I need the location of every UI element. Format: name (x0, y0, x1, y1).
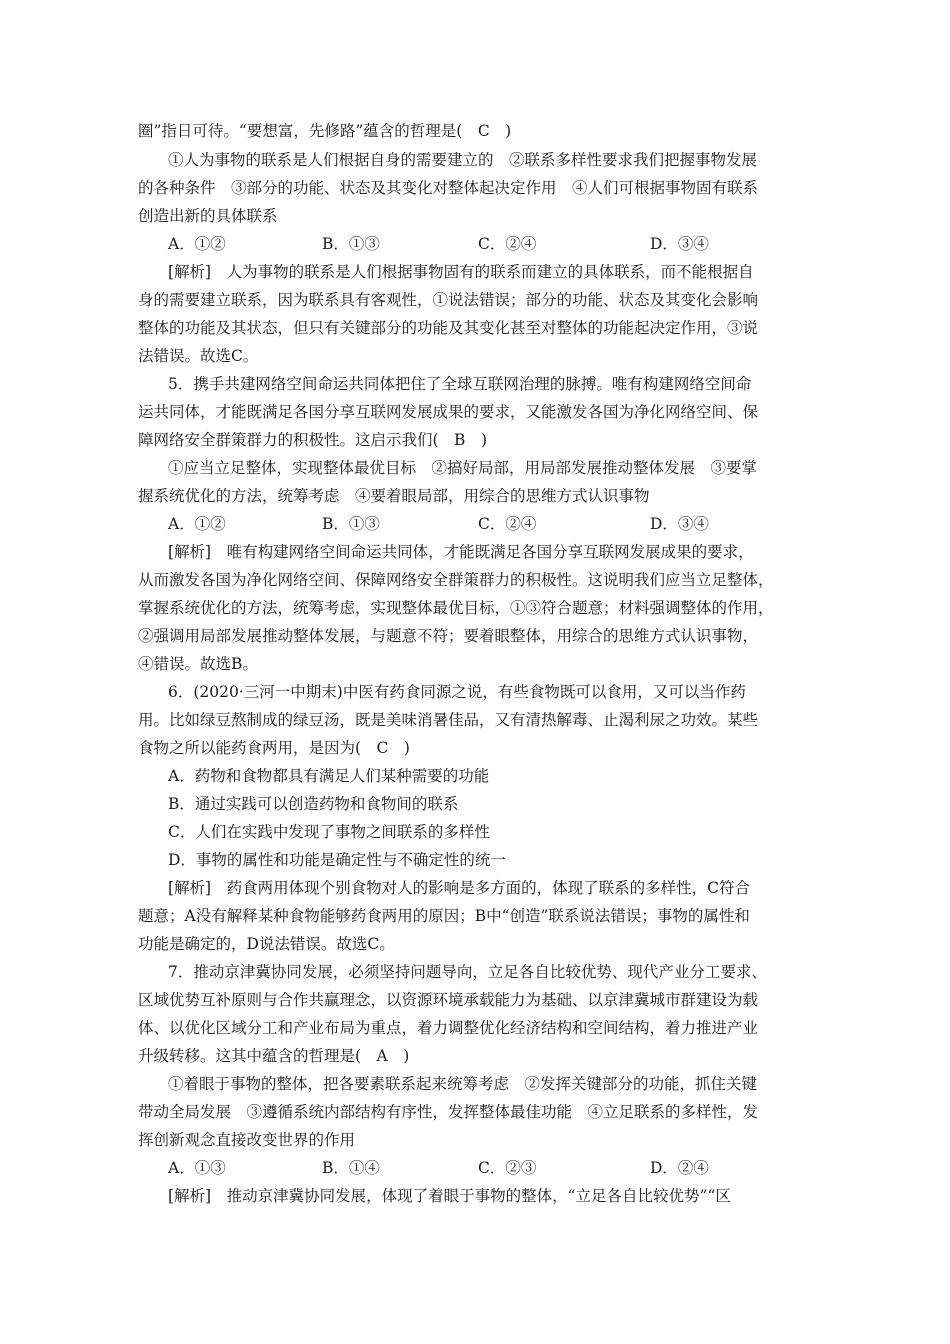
option-a: A．①② (168, 515, 226, 533)
text-line: 题意；A没有解释某种食物能够药食两用的原因；B中“创造”联系说法错误；事物的属性和 (138, 907, 750, 925)
option-d: D．②④ (650, 1159, 709, 1177)
text-line: 掌握系统优化的方法，统筹考虑，实现整体最优目标，①③符合题意；材料强调整体的作用， (138, 599, 774, 617)
option-a: A．①② (168, 235, 226, 253)
text-line: 带动全局发展 ③遵循系统内部结构有序性，发挥整体最佳功能 ④立足联系的多样性，发 (138, 1103, 759, 1121)
text-line: 的各种条件 ③部分的功能、状态及其变化对整体起决定作用 ④人们可根据事物固有联系 (138, 179, 759, 197)
option-a: A．药物和食物都具有满足人们某种需要的功能 (168, 767, 490, 785)
option-b: B．①③ (322, 515, 380, 533)
text-line: 用。比如绿豆熬制成的绿豆汤，既是美味消暑佳品，又有清热解毒、止渴利尿之功效。某些 (138, 711, 759, 729)
option-b: B．①④ (322, 1159, 380, 1177)
text-line: ②强调用局部发展推动整体发展，与题意不符；要着眼整体，用综合的思维方式认识事物， (138, 627, 759, 645)
text-line: 体、以优化区域分工和产业布局为重点，着力调整优化经济结构和空间结构，着力推进产业 (138, 1019, 759, 1037)
text-line: 从而激发各国为净化网络空间、保障网络安全群策群力的积极性。这说明我们应当立足整体， (138, 571, 774, 589)
text-line: 功能是确定的，D说法错误。故选C。 (138, 935, 395, 953)
text-line: 区域优势互补原则与合作共赢理念，以资源环境承载能力为基础、以京津冀城市群建设为载 (138, 991, 759, 1009)
option-a: A．①③ (168, 1159, 226, 1177)
option-d: D．③④ (650, 235, 709, 253)
text-line: ①人为事物的联系是人们根据自身的需要建立的 ②联系多样性要求我们把握事物发展 (168, 151, 758, 169)
text-line: 整体的功能及其状态，但只有关键部分的功能及其变化甚至对整体的功能起决定作用，③说 (138, 319, 759, 337)
text-line: 挥创新观念直接改变世界的作用 (138, 1131, 356, 1149)
analysis-line: [解析] 药食两用体现个别食物对人的影响是多方面的，体现了联系的多样性，C符合 (168, 879, 750, 897)
option-b: B．①③ (322, 235, 380, 253)
text-line: ①着眼于事物的整体，把各要素联系起来统筹考虑 ②发挥关键部分的功能，抓住关键 (168, 1075, 758, 1093)
analysis-line: [解析] 人为事物的联系是人们根据事物固有的联系而建立的具体联系，而不能根据自 (168, 263, 754, 281)
text-line: 障网络安全群策群力的积极性。这启示我们( B ) (138, 431, 487, 449)
text-line: ④错误。故选B。 (138, 655, 258, 673)
text-line: 运共同体，才能既满足各国分享互联网发展成果的要求，又能激发各国为净化网络空间、保 (138, 403, 759, 421)
text-line: 圈”指日可待。“要想富，先修路”蕴含的哲理是( C ) (138, 122, 512, 140)
text-line: 升级转移。这其中蕴含的哲理是( A ) (138, 1047, 410, 1065)
text-line: 身的需要建立联系，因为联系具有客观性，①说法错误；部分的功能、状态及其变化会影响 (138, 291, 759, 309)
option-d: D．③④ (650, 515, 709, 533)
text-line: 创造出新的具体联系 (138, 207, 278, 225)
analysis-line: [解析] 推动京津冀协同发展，体现了着眼于事物的整体，“立足各自比较优势”“区 (168, 1187, 731, 1205)
option-c: C．②④ (478, 235, 537, 253)
text-line: 法错误。故选C。 (138, 347, 259, 365)
option-d: D．事物的属性和功能是确定性与不确定性的统一 (168, 851, 506, 869)
option-c: C．②④ (478, 515, 537, 533)
analysis-line: [解析] 唯有构建网络空间命运共同体，才能既满足各国分享互联网发展成果的要求， (168, 543, 754, 561)
text-line: 握系统优化的方法，统筹考虑 ④要着眼局部，用综合的思维方式认识事物 (138, 487, 650, 505)
option-c: C．②③ (478, 1159, 537, 1177)
text-line: ①应当立足整体，实现整体最优目标 ②搞好局部，用局部发展推动整体发展 ③要掌 (168, 459, 758, 477)
text-line: 食物之所以能药食两用，是因为( C ) (138, 739, 410, 757)
question-line: 5．携手共建网络空间命运共同体把住了全球互联网治理的脉搏。唯有构建网络空间命 (168, 375, 752, 393)
question-line: 6．(2020·三河一中期末)中医有药食同源之说，有些食物既可以食用，又可以当作药 (168, 683, 746, 701)
option-b: B．通过实践可以创造药物和食物间的联系 (168, 795, 459, 813)
option-c: C．人们在实践中发现了事物之间联系的多样性 (168, 823, 490, 841)
question-line: 7．推动京津冀协同发展，必须坚持问题导向，立足各自比较优势、现代产业分工要求、 (168, 963, 767, 981)
